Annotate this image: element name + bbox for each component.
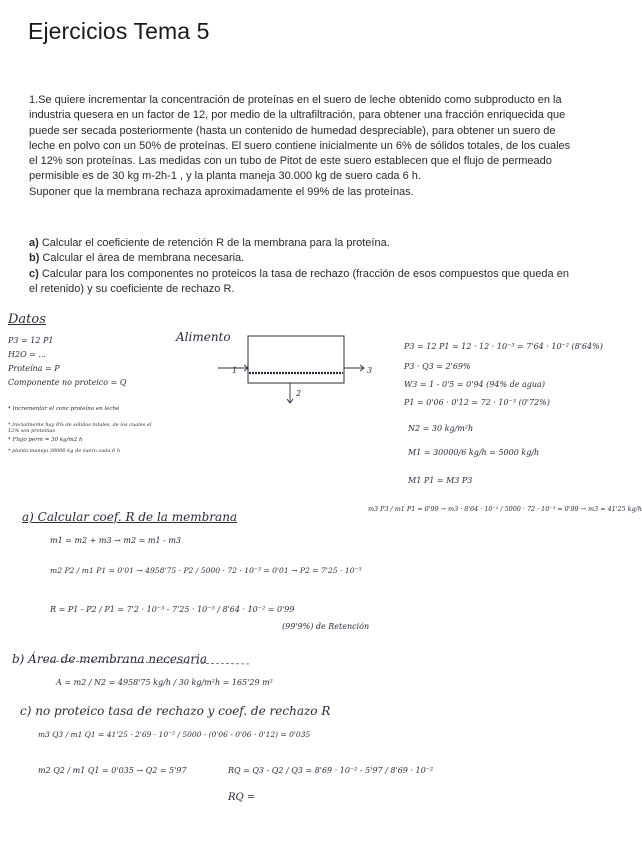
part-b-heading: b) Área de membrana necesaria (12, 652, 208, 666)
task-c: c) Calcular para los componentes no proteicos la tasa de rechazo (fracción de esos compuestos que queda en el retenido) y su coeficiente de rechazo R. (29, 267, 569, 295)
small-note: * planta maneja 30000 kg de suero cada 6 h (8, 448, 121, 454)
part-c-line: m2 Q2 / m1 Q1 = 0'035 → Q2 = 5'97 (38, 766, 187, 775)
right-calc: P3 = 12 P1 = 12 · 12 · 10⁻³ = 7'64 · 10⁻² (8'64%) (404, 342, 603, 351)
part-a-line: m2 P2 / m1 P1 = 0'01 → 4958'75 · P2 / 5000 · 72 · 10⁻³ = 0'01 → P2 = 7'25 · 10⁻⁵ (50, 566, 362, 575)
part-c-line: m3 Q3 / m1 Q1 = 41'25 · 2'69 · 10⁻² / 5000 · (0'06 - 0'06 · 0'12) = 0'035 (38, 730, 311, 739)
problem-assumption: Suponer que la membrana rechaza aproximadamente el 99% de las proteínas. (29, 185, 414, 198)
datos-line: Componente no proteico = Q (8, 378, 127, 387)
small-note: * Inicialmente hay 6% de sólidos totales, de los cuales el 12% son proteínas (8, 422, 152, 434)
right-calc: P3 · Q3 = 2'69% (404, 362, 471, 371)
feed-label: Alimento (176, 330, 231, 344)
right-calc: N2 = 30 kg/m²h (408, 424, 474, 433)
problem-text: 1.Se quiere incrementar la concentración de proteínas en el suero de leche obtenido como subproducto en la industria quesera en un factor de 12, por medio de la ultrafiltración, para obtener una fracción enriquecida que puede ser secada posteriormente (hasta un contenido de humedad despreciable), para obtener un suero de leche en polvo con un 50% de proteínas. El suero contiene inicialmente un 6% de sólidos totales, de los cuales el 12% son proteínas. Las medidas con un tubo de Pitot de este suero establecen que el flujo de permeado permisible es de 30 kg m-2h-1 , y la planta maneja 30.000 kg de suero cada 6 h. (29, 94, 571, 183)
task-a: a) Calcular el coeficiente de retención R de la membrana para la proteína. (29, 237, 390, 249)
task-b: b) Calcular el área de membrana necesaria. (29, 252, 245, 265)
datos-line: P3 = 12 P1 (8, 336, 54, 345)
small-note: * Flujo perm = 30 kg/m2 h (8, 437, 83, 443)
part-c-line: RQ = Q3 - Q2 / Q3 = 8'69 · 10⁻² - 5'97 / 8'69 · 10⁻² (228, 766, 434, 775)
page-title: Ejercicios Tema 5 (28, 18, 210, 44)
part-c-heading: c) no proteico tasa de rechazo y coef. de rechazo R (20, 704, 331, 718)
part-a-line: R = P1 - P2 / P1 = 7'2 · 10⁻³ - 7'25 · 10⁻⁵ / 8'64 · 10⁻² = 0'99 (50, 605, 295, 614)
part-a-heading: a) Calcular coef. R de la membrana (22, 510, 238, 524)
datos-heading: Datos (8, 312, 46, 327)
stream-2-label: 2 (296, 389, 302, 398)
right-result: m3 P3 / m1 P1 = 0'99 → m3 · 8'64 · 10⁻² / 5000 · 72 · 10⁻³ = 0'99 → m3 = 41'25 kg/h (368, 505, 642, 513)
part-a-line: m1 = m2 + m3 → m2 = m1 - m3 (50, 536, 181, 545)
part-b-line: A = m2 / N2 = 4958'75 kg/h / 30 kg/m²h = 165'29 m² (56, 678, 273, 687)
small-note: * Incrementar el conc proteína en leche (8, 406, 120, 412)
right-calc: W3 = 1 - 0'5 = 0'94 (94% de agua) (404, 380, 545, 389)
right-calc: M1 P1 = M3 P3 (408, 476, 473, 485)
stream-1-label: 1 (232, 366, 238, 375)
part-c-line: RQ = (228, 792, 256, 803)
datos-line: H2O = ... (8, 350, 47, 359)
right-calc: M1 = 30000/6 kg/h = 5000 kg/h (408, 448, 540, 457)
part-a-line: (99'9%) de Retención (282, 622, 370, 631)
right-calc: P1 = 0'06 · 0'12 = 72 · 10⁻³ (0'72%) (404, 398, 550, 407)
stream-3-label: 3 (367, 366, 373, 375)
datos-line: Proteína = P (8, 364, 60, 373)
